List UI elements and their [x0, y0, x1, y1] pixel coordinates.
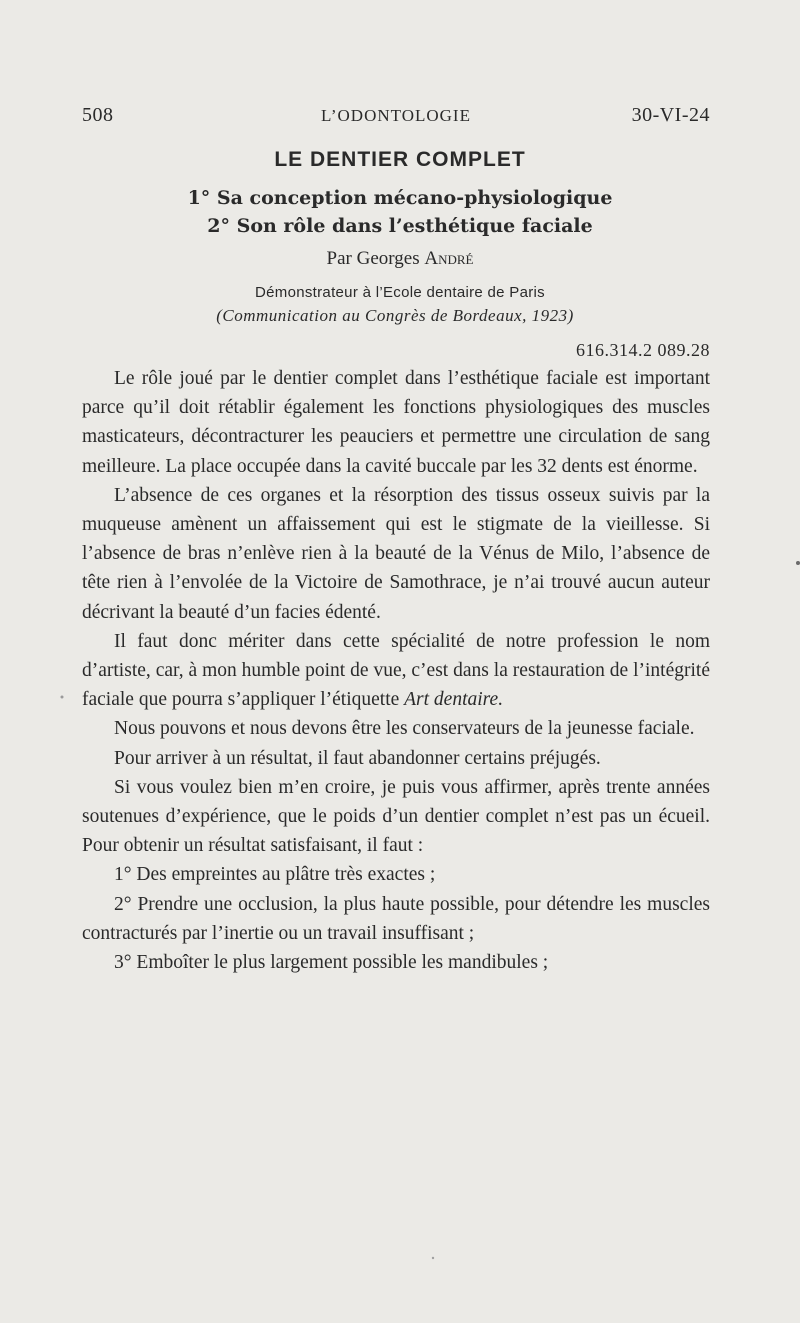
list-item-2: 2° Prendre une occlusion, la plus haute possible, pour détendre les muscles contracturés par l’inertie ou un travail insuffisant ; [82, 893, 710, 944]
author-line [0, 248, 800, 270]
paragraph-6: Si vous voulez bien m’en croire, je puis vous affirmer, après trente années soutenues d’expérience, que le poids d’un dentier complet n’est pas un écueil. Pour obtenir un résultat satisfaisant, il faut : [82, 776, 710, 857]
issue-date: 30-VI-24 [631, 104, 710, 126]
list-item-3: 3° Emboîter le plus largement possible les mandibules ; [114, 952, 549, 974]
paragraph-3-italic: Art dentaire. [404, 689, 504, 711]
article-body [82, 364, 710, 977]
author-prefix: Par Georges [326, 248, 425, 269]
journal-name: L’ODONTOLOGIE [321, 106, 471, 125]
paragraph-3-text: Il faut donc mériter dans cette spécialité de notre profession le nom d’artiste, car, à mon humble point de vue, c’est dans la restauration de l’intégrité faciale que pourra s’appliquer l’étiquette [82, 630, 710, 711]
page-number: 508 [82, 104, 114, 126]
paragraph-4: Nous pouvons et nous devons être les conservateurs de la jeunesse faciale. [114, 718, 695, 740]
article-title: LE DENTIER COMPLET [274, 148, 526, 171]
running-head [82, 104, 710, 134]
list-item-1: 1° Des empreintes au plâtre très exactes ; [114, 864, 436, 886]
paragraph-2: L’absence de ces organes et la résorption des tissus osseux suivis par la muqueuse amènent un affaissement qui est le stigmate de la vieillesse. Si l’absence de bras n’enlève rien à la beauté de la Vénus de Milo, l’absence de tête rien à l’envolée de la Victoire de Samothrace, je n’ai trouvé aucun auteur décrivant la beauté d’un facies édenté. [82, 484, 710, 623]
author-affiliation: Démonstrateur à l’Ecole dentaire de Paris [255, 284, 545, 301]
paragraph-1: Le rôle joué par le dentier complet dans l’esthétique faciale est important parce qu’il doit rétablir également les fonctions physiologiques des muscles masticateurs, décontracturer les peauciers et permettre une circulation de sang meilleure. La place occupée dans la cavité buccale par les 32 dents est énorme. [82, 368, 710, 477]
article-subtitle-2: 2° Son rôle dans l’esthétique faciale [207, 215, 593, 237]
communication-note: (Communication au Congrès de Bordeaux, 1923) [216, 306, 574, 325]
paragraph-5: Pour arriver à un résultat, il faut abandonner certains préjugés. [114, 747, 601, 769]
article-subtitle-1: 1° Sa conception mécano-physiologique [187, 187, 613, 209]
classification-code: 616.314.2 089.28 [576, 340, 710, 360]
author-surname: André [424, 248, 474, 269]
paragraph-3 [82, 627, 710, 715]
